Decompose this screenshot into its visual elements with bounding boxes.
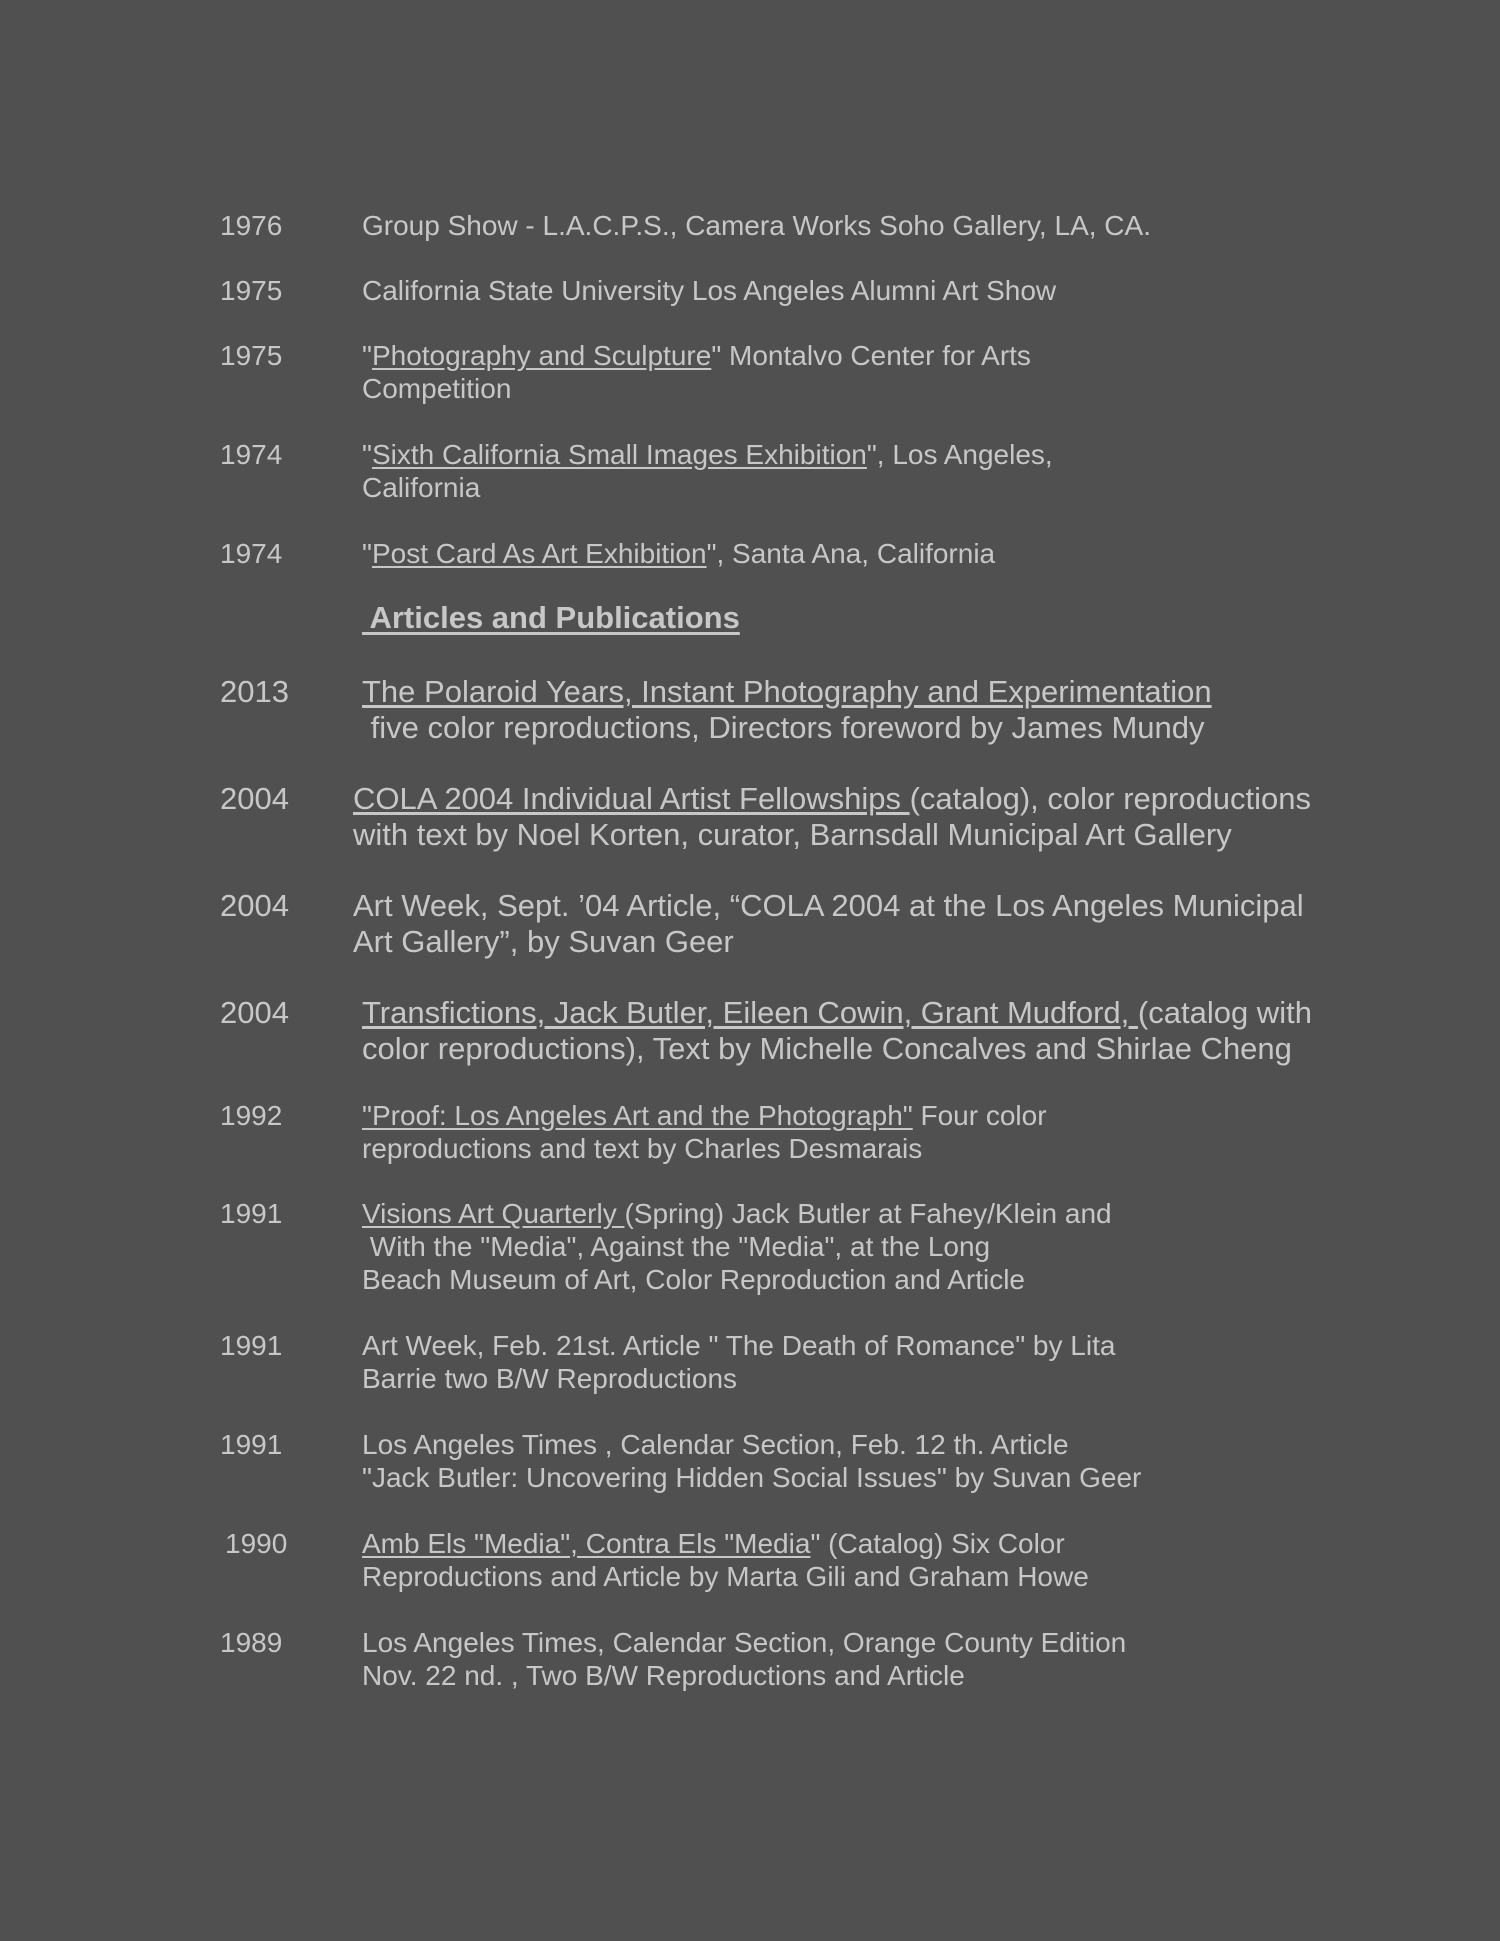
text-segment: " bbox=[362, 439, 372, 470]
publication-description-line bbox=[362, 1099, 1047, 1132]
text-segment: " bbox=[362, 538, 372, 569]
publication-description-line bbox=[362, 1626, 1126, 1659]
underlined-title: COLA 2004 Individual Artist Fellowships bbox=[353, 781, 910, 816]
publication-description-line bbox=[362, 674, 1212, 710]
exhibition-year: 1975 bbox=[220, 340, 283, 371]
text-segment: Art Week, Sept. ’04 Article, “COLA 2004 at the Los Angeles Municipal bbox=[353, 888, 1304, 923]
text-segment: Barrie two B/W Reproductions bbox=[362, 1363, 738, 1394]
publication-year: 1991 bbox=[220, 1198, 283, 1229]
exhibition-description-line bbox=[362, 339, 1031, 372]
publication-description bbox=[362, 1329, 1115, 1395]
exhibition-description bbox=[362, 274, 1056, 307]
publication-year: 1991 bbox=[220, 1429, 283, 1460]
publication-year: 1989 bbox=[220, 1627, 283, 1658]
section-heading: Articles and Publications bbox=[362, 600, 740, 635]
underlined-title: Visions Art Quarterly bbox=[362, 1198, 625, 1229]
publication-description-line bbox=[362, 710, 1212, 746]
text-segment: " Montalvo Center for Arts bbox=[711, 340, 1031, 371]
text-segment: (Spring) Jack Butler at Fahey/Klein and bbox=[624, 1198, 1112, 1229]
publication-description-line bbox=[362, 1132, 1047, 1165]
publication-description-line bbox=[353, 924, 1304, 960]
underlined-title: Sixth California Small Images Exhibition bbox=[371, 439, 867, 470]
text-segment: color reproductions), Text by Michelle Concalves and Shirlae Cheng bbox=[362, 1031, 1292, 1066]
publication-year: 1990 bbox=[225, 1528, 288, 1559]
exhibition-description-line bbox=[362, 274, 1056, 307]
underlined-title: Post Card As Art Exhibition bbox=[371, 538, 707, 569]
text-segment: Nov. 22 nd. , Two B/W Reproductions and Article bbox=[362, 1660, 965, 1691]
publication-description-line bbox=[362, 1560, 1089, 1593]
text-segment: Group Show - L.A.C.P.S., Camera Works Soho Gallery, LA, CA. bbox=[362, 210, 1151, 241]
publication-description bbox=[362, 995, 1312, 1067]
exhibition-description bbox=[362, 438, 1053, 504]
exhibition-year: 1974 bbox=[220, 538, 283, 569]
text-segment: "Jack Butler: Uncovering Hidden Social Issues" by Suvan Geer bbox=[362, 1462, 1142, 1493]
underlined-title: Transfictions, Jack Butler, Eileen Cowin, Grant Mudford, bbox=[362, 995, 1138, 1030]
publication-description bbox=[362, 1626, 1126, 1692]
text-segment: five color reproductions, Directors foreword by James Mundy bbox=[362, 710, 1205, 745]
text-segment: (catalog with bbox=[1137, 995, 1312, 1030]
publication-description bbox=[362, 1197, 1112, 1296]
publication-year: 2004 bbox=[220, 781, 289, 816]
exhibition-description bbox=[362, 537, 995, 570]
publication-year: 1992 bbox=[220, 1100, 283, 1131]
text-segment: Beach Museum of Art, Color Reproduction and Article bbox=[362, 1264, 1026, 1295]
text-segment: ", Santa Ana, California bbox=[706, 538, 996, 569]
publication-description bbox=[362, 1099, 1047, 1165]
publication-description-line bbox=[362, 1527, 1089, 1560]
publication-description-line bbox=[362, 1362, 1115, 1395]
text-segment: " (Catalog) Six Color bbox=[810, 1528, 1065, 1559]
underlined-title: The Polaroid Years, Instant Photography and Experimentation bbox=[362, 674, 1212, 709]
exhibition-description bbox=[362, 339, 1031, 405]
text-segment: (catalog), color reproductions bbox=[909, 781, 1312, 816]
text-segment: Four color bbox=[912, 1100, 1047, 1131]
publication-description-line bbox=[353, 888, 1304, 924]
text-segment: Art Gallery”, by Suvan Geer bbox=[353, 924, 734, 959]
exhibition-description-line bbox=[362, 209, 1151, 242]
text-segment: With the "Media", Against the "Media", at the Long bbox=[362, 1231, 991, 1262]
underlined-title: Amb Els "Media", Contra Els "Media bbox=[362, 1528, 811, 1559]
exhibition-description-line bbox=[362, 537, 995, 570]
exhibition-description bbox=[362, 209, 1151, 242]
text-segment: with text by Noel Korten, curator, Barnsdall Municipal Art Gallery bbox=[353, 817, 1232, 852]
publication-description-line bbox=[362, 1461, 1141, 1494]
text-segment: Los Angeles Times, Calendar Section, Orange County Edition bbox=[362, 1627, 1127, 1658]
underlined-title: Photography and Sculpture bbox=[371, 340, 712, 371]
publication-description-line bbox=[362, 1329, 1115, 1362]
exhibition-description-line bbox=[362, 438, 1053, 471]
publication-description-line bbox=[362, 1428, 1141, 1461]
text-segment: Reproductions and Article by Marta Gili and Graham Howe bbox=[362, 1561, 1089, 1592]
publication-year: 1991 bbox=[220, 1330, 283, 1361]
publication-description-line bbox=[362, 1659, 1126, 1692]
text-segment: Competition bbox=[362, 373, 512, 404]
publication-description bbox=[353, 781, 1311, 853]
publication-description-line bbox=[362, 1230, 1112, 1263]
publication-year: 2013 bbox=[220, 674, 289, 709]
publication-description bbox=[362, 1428, 1141, 1494]
publication-description-line bbox=[362, 995, 1312, 1031]
exhibition-description-line bbox=[362, 372, 1031, 405]
publication-description bbox=[353, 888, 1304, 960]
publication-year: 2004 bbox=[220, 995, 289, 1030]
text-segment: California State University Los Angeles Alumni Art Show bbox=[362, 275, 1057, 306]
publication-description-line bbox=[362, 1031, 1312, 1067]
publication-description-line bbox=[362, 1197, 1112, 1230]
text-segment: Los Angeles Times , Calendar Section, Feb. 12 th. Article bbox=[362, 1429, 1069, 1460]
text-segment: ", Los Angeles, bbox=[866, 439, 1053, 470]
text-segment: California bbox=[362, 472, 481, 503]
publication-description-line bbox=[353, 817, 1311, 853]
publication-description bbox=[362, 1527, 1089, 1593]
exhibition-description-line bbox=[362, 471, 1053, 504]
exhibition-year: 1976 bbox=[220, 210, 283, 241]
publication-description-line bbox=[362, 1263, 1112, 1296]
underlined-title: "Proof: Los Angeles Art and the Photograph" bbox=[362, 1100, 913, 1131]
publication-description bbox=[362, 674, 1212, 746]
text-segment: reproductions and text by Charles Desmarais bbox=[362, 1133, 923, 1164]
exhibition-year: 1975 bbox=[220, 275, 283, 306]
text-segment: " bbox=[362, 340, 372, 371]
text-segment: Art Week, Feb. 21st. Article " The Death of Romance" by Lita bbox=[362, 1330, 1116, 1361]
publication-description-line bbox=[353, 781, 1311, 817]
publication-year: 2004 bbox=[220, 888, 289, 923]
exhibition-year: 1974 bbox=[220, 439, 283, 470]
